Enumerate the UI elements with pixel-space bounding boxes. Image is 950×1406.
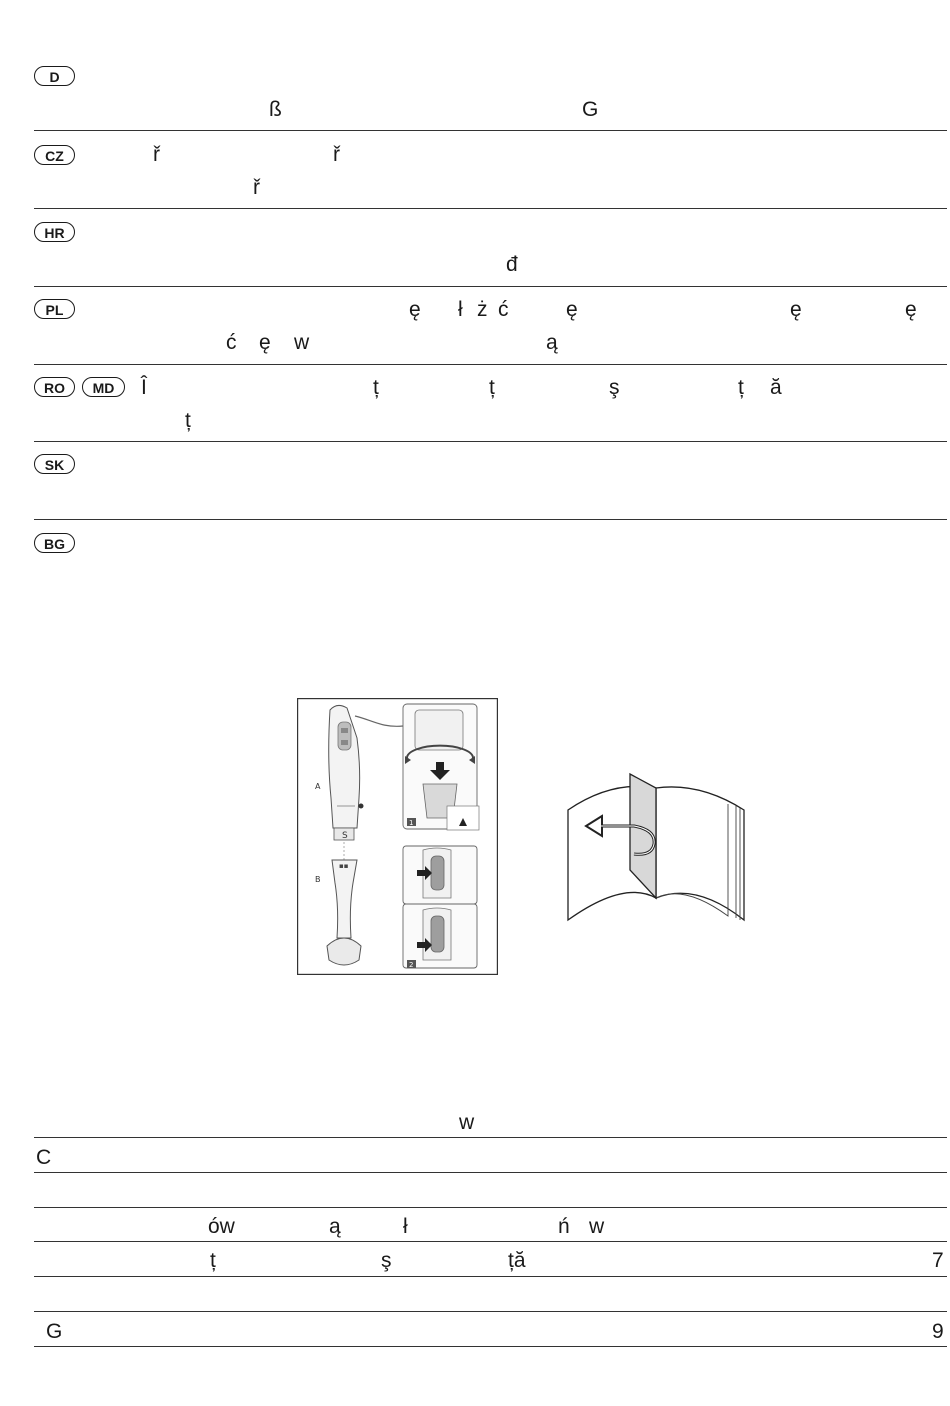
- glyph: ş: [609, 376, 620, 399]
- glyph: ę: [409, 298, 421, 321]
- divider: [34, 1172, 947, 1173]
- divider: [34, 130, 947, 131]
- toc-page-number: 7: [932, 1249, 944, 1272]
- divider: [34, 1241, 947, 1242]
- hand-blender-illustration: [297, 698, 498, 975]
- divider: [34, 1311, 947, 1312]
- toc-row-text: C: [36, 1146, 52, 1169]
- divider: [34, 1276, 947, 1277]
- glyph: ę: [905, 298, 917, 321]
- svg-text:▪▪: ▪▪: [339, 862, 349, 870]
- language-badge-cz: CZ: [34, 145, 75, 165]
- glyph: ř: [333, 143, 340, 166]
- figure-label-a: A: [315, 782, 321, 791]
- toc-row-text: ą: [329, 1215, 341, 1238]
- glyph: w: [294, 331, 310, 354]
- divider: [34, 1207, 947, 1208]
- divider: [34, 1137, 947, 1138]
- toc-row-text: ów: [208, 1215, 235, 1238]
- divider: [34, 364, 947, 365]
- glyph: ę: [790, 298, 802, 321]
- toc-page-number: 9: [932, 1320, 944, 1343]
- glyph: ț: [185, 409, 191, 432]
- divider: [34, 286, 947, 287]
- divider: [34, 1346, 947, 1347]
- glyph: ł: [458, 298, 463, 321]
- language-badge-md: MD: [82, 377, 125, 397]
- open-booklet-icon: [564, 770, 748, 930]
- toc-row-text: ță: [508, 1249, 526, 1272]
- toc-header: w: [459, 1111, 475, 1134]
- figure-label-b: B: [315, 875, 321, 884]
- glyph: ř: [153, 143, 160, 166]
- toc-row-text: w: [589, 1215, 605, 1238]
- divider: [34, 441, 947, 442]
- divider: [34, 519, 947, 520]
- language-badge-pl: PL: [34, 299, 75, 319]
- glyph: ę: [259, 331, 271, 354]
- glyph: ż: [477, 298, 488, 321]
- toc-row-text: ń: [558, 1215, 570, 1238]
- glyph: ć: [226, 331, 237, 354]
- glyph: ă: [770, 376, 782, 399]
- glyph: ß: [269, 98, 282, 121]
- svg-text:S: S: [342, 831, 348, 841]
- toc-row-text: ț: [210, 1249, 216, 1272]
- glyph: đ: [506, 253, 518, 276]
- language-badge-sk: SK: [34, 454, 75, 474]
- glyph: Î: [141, 376, 147, 399]
- glyph: ř: [253, 176, 260, 199]
- toc-row-text: G: [46, 1320, 63, 1343]
- glyph: ę: [566, 298, 578, 321]
- glyph: ć: [498, 298, 509, 321]
- glyph: ą: [546, 331, 558, 354]
- language-badge-bg: BG: [34, 533, 75, 553]
- figure-step-2: 2: [409, 961, 414, 969]
- figure-step-1: 1: [409, 819, 414, 827]
- language-badge-d: D: [34, 66, 75, 86]
- language-badge-ro: RO: [34, 377, 75, 397]
- toc-row-text: ł: [403, 1215, 408, 1238]
- glyph: ț: [738, 376, 744, 399]
- divider: [34, 208, 947, 209]
- glyph: G: [582, 98, 599, 121]
- glyph: ț: [489, 376, 495, 399]
- language-badge-hr: HR: [34, 222, 75, 242]
- glyph: ț: [373, 376, 379, 399]
- toc-row-text: ş: [381, 1249, 392, 1272]
